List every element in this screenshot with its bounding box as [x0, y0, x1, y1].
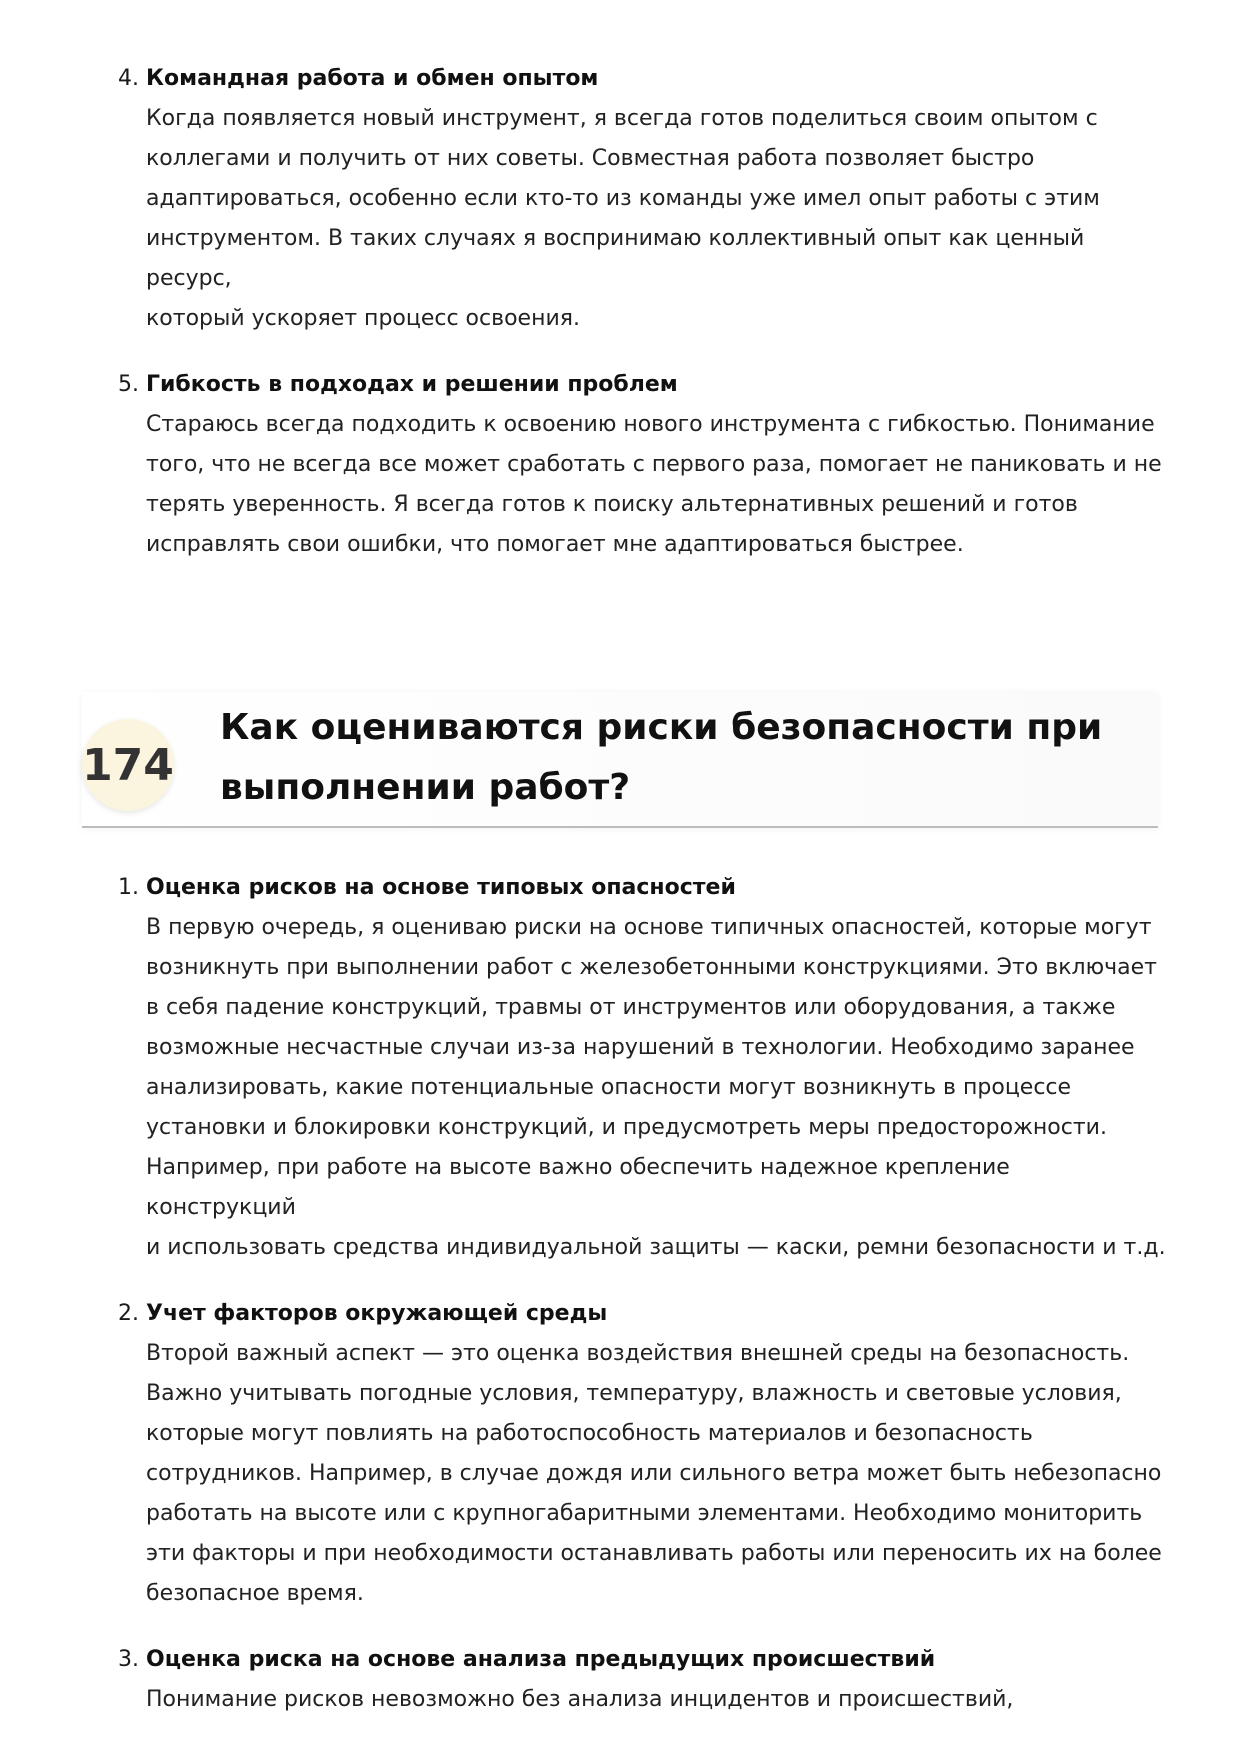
item-number: 1.	[118, 875, 139, 900]
answer-list	[116, 868, 1166, 1720]
item-text-line: сотрудников. Например, в случае дождя или сильного ветра может быть небезопасно	[146, 1461, 1162, 1486]
item-number: 3.	[118, 1647, 139, 1672]
item-text-line: В первую очередь, я оцениваю риски на основе типичных опасностей, которые могут	[146, 915, 1152, 940]
previous-answer-list	[116, 59, 1166, 565]
item-text-line: анализировать, какие потенциальные опасности могут возникнуть в процессе	[146, 1075, 1072, 1100]
item-text-line: возникнуть при выполнении работ с железобетонными конструкциями. Это включает	[146, 955, 1157, 980]
item-text-line: того, что не всегда все может сработать с первого раза, помогает не паниковать и не	[146, 452, 1162, 477]
item-text-line: работать на высоте или с крупногабаритными элементами. Необходимо мониторить	[146, 1501, 1143, 1526]
item-text-line: терять уверенность. Я всегда готов к поиску альтернативных решений и готов	[146, 492, 1078, 517]
list-item	[116, 365, 1166, 565]
item-text-line: которые могут повлиять на работоспособность материалов и безопасность	[146, 1421, 1033, 1446]
item-text-line: и использовать средства индивидуальной защиты — каски, ремни безопасности и т.д.	[146, 1235, 1166, 1260]
item-text-line: Понимание рисков невозможно без анализа инцидентов и происшествий,	[146, 1687, 1014, 1712]
item-title: Гибкость в подходах и решении проблем	[146, 372, 678, 397]
question-header	[82, 692, 1158, 828]
item-title: Командная работа и обмен опытом	[146, 66, 599, 91]
item-text-line: возможные несчастные случаи из-за нарушений в технологии. Необходимо заранее	[146, 1035, 1135, 1060]
item-text-line: Стараюсь всегда подходить к освоению нового инструмента с гибкостью. Понимание	[146, 412, 1155, 437]
item-text-line: адаптироваться, особенно если кто-то из команды уже имел опыт работы с этим	[146, 186, 1100, 211]
item-text-line: исправлять свои ошибки, что помогает мне адаптироваться быстрее.	[146, 532, 964, 557]
item-number: 2.	[118, 1301, 139, 1326]
item-number: 5.	[118, 372, 139, 397]
item-title: Оценка рисков на основе типовых опасностей	[146, 875, 736, 900]
list-item	[116, 59, 1166, 339]
item-text-line: Важно учитывать погодные условия, температуру, влажность и световые условия,	[146, 1381, 1122, 1406]
item-text-line: Когда появляется новый инструмент, я всегда готов поделиться своим опытом с	[146, 106, 1098, 131]
item-number: 4.	[118, 66, 139, 91]
item-text-line: инструментом. В таких случаях я воспринимаю коллективный опыт как ценный ресурс,	[146, 226, 1085, 291]
question-title-line: Как оцениваются риски безопасности при	[220, 707, 1103, 748]
item-text-line: эти факторы и при необходимости останавливать работы или переносить их на более	[146, 1541, 1162, 1566]
item-text-line: коллегами и получить от них советы. Совместная работа позволяет быстро	[146, 146, 1035, 171]
list-item	[116, 1294, 1166, 1614]
question-title-line: выполнении работ?	[220, 767, 631, 808]
list-item	[116, 868, 1166, 1268]
question-title	[220, 698, 1140, 818]
list-item	[116, 1640, 1166, 1720]
item-text-line: Второй важный аспект — это оценка воздействия внешней среды на безопасность.	[146, 1341, 1130, 1366]
item-text-line: в себя падение конструкций, травмы от инструментов или оборудования, а также	[146, 995, 1116, 1020]
item-title: Оценка риска на основе анализа предыдущих происшествий	[146, 1647, 936, 1672]
item-title: Учет факторов окружающей среды	[146, 1301, 608, 1326]
item-text-line: безопасное время.	[146, 1581, 364, 1606]
item-text-line: который ускоряет процесс освоения.	[146, 306, 580, 331]
item-text-line: установки и блокировки конструкций, и предусмотреть меры предосторожности.	[146, 1115, 1107, 1140]
question-number-badge: 174	[82, 719, 174, 811]
item-text-line: Например, при работе на высоте важно обеспечить надежное крепление конструкций	[146, 1155, 1010, 1220]
